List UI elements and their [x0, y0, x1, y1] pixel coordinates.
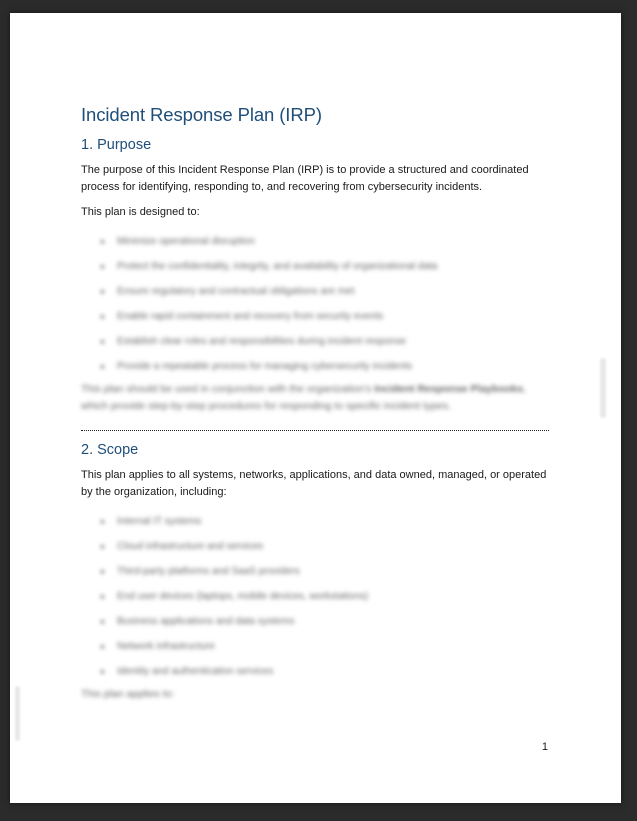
- bullet-icon: ●: [100, 237, 105, 246]
- bullet-icon: ●: [100, 312, 105, 321]
- bullet-icon: ●: [100, 667, 105, 676]
- document-page: [10, 13, 621, 803]
- list-item: ● Minimize operational disruption: [81, 229, 549, 254]
- bullet-icon: ●: [100, 287, 105, 296]
- section-heading-scope: 2. Scope: [81, 442, 139, 458]
- bullet-icon: ●: [100, 362, 105, 371]
- section-divider: [81, 430, 549, 431]
- bullet-icon: ●: [100, 337, 105, 346]
- list-item: ● Identity and authentication services: [81, 659, 549, 684]
- list-item: ● Ensure regulatory and contractual obligations are met: [81, 279, 549, 304]
- list-item: ● Internal IT systems: [81, 509, 549, 534]
- list-item: ● Protect the confidentiality, integrity, and availability of organizational data: [81, 254, 549, 279]
- purpose-designed-to: This plan is designed to:: [81, 206, 200, 218]
- scroll-handle-right[interactable]: [600, 358, 606, 418]
- scope-list: [81, 509, 549, 684]
- document-body: [81, 104, 549, 703]
- list-item: ● Establish clear roles and responsibilities during incident response: [81, 329, 549, 354]
- page-number: 1: [541, 741, 548, 753]
- list-item: ● Network infrastructure: [81, 634, 549, 659]
- list-item: ● Cloud infrastructure and services: [81, 534, 549, 559]
- list-item: ● Third-party platforms and SaaS providers: [81, 559, 549, 584]
- list-item: ● End user devices (laptops, mobile devices, workstations): [81, 584, 549, 609]
- purpose-note: This plan should be used in conjunction with the organization's Incident Response Playbooks, which provide step-by-step procedures for responding to specific incident types.: [81, 383, 526, 412]
- purpose-intro: The purpose of this Incident Response Plan (IRP) is to provide a structured and coordinated process for identifying, responding to, and recovering from cybersecurity incidents.: [81, 164, 529, 193]
- list-item: ● Enable rapid containment and recovery from security events: [81, 304, 549, 329]
- scope-intro: This plan applies to all systems, networks, applications, and data owned, managed, or operated by the organization, including:: [81, 469, 547, 498]
- bullet-icon: ●: [100, 567, 105, 576]
- document-title: Incident Response Plan (IRP): [81, 104, 322, 125]
- section-heading-purpose: 1. Purpose: [81, 137, 152, 153]
- purpose-list: [81, 229, 549, 379]
- list-item: ● Provide a repeatable process for managing cybersecurity incidents: [81, 354, 549, 379]
- scope-trailing: This plan applies to:: [81, 688, 175, 700]
- list-item: ● Business applications and data systems: [81, 609, 549, 634]
- bullet-icon: ●: [100, 592, 105, 601]
- bullet-icon: ●: [100, 542, 105, 551]
- bullet-icon: ●: [100, 262, 105, 271]
- bullet-icon: ●: [100, 642, 105, 651]
- scroll-handle-left[interactable]: [15, 686, 20, 741]
- bullet-icon: ●: [100, 517, 105, 526]
- bullet-icon: ●: [100, 617, 105, 626]
